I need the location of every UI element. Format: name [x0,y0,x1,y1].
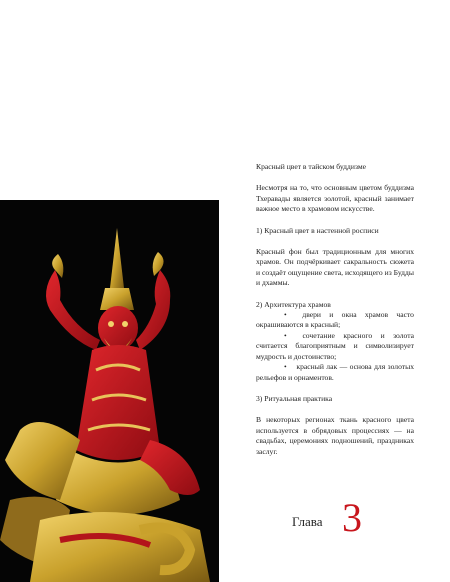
chapter-word: Глава [292,514,323,529]
article-text [256,162,414,457]
section-1-body: Красный фон был традиционным для многих храмов. Он подчёркивает сакральность сюжета и создаёт ощущение света, исходящего из Будды и дхаммы. [256,247,414,288]
bullet-text: сочетание красного и золота считается благоприятным и символизирует мудрость и достоинство; [256,330,414,361]
section-2-bullet [256,362,414,383]
bullet-text: красный лак — основа для золотых рельефов и орнаментов. [256,362,414,382]
section-3-body: В некоторых регионах ткань красного цвета используется в обрядовых процессиях — на свадьбах, церемониях подношений, праздниках заслуг. [256,415,414,456]
section-2-bullet [256,331,414,362]
bullet-dot-icon: • [284,310,287,320]
section-3-heading: 3) Ритуальная практика [256,393,333,403]
chapter-label [292,496,412,546]
garuda-photo [0,200,219,582]
bullet-dot-icon: • [284,362,287,372]
article-title: Красный цвет в тайском буддизме [256,162,367,171]
bullet-dot-icon: • [284,330,287,340]
article-intro: Несмотря на то, что основным цветом буддизма Тхеравады является золотой, красный занимает важное место в храмовом искусстве. [256,183,414,214]
section-2-bullet [256,310,414,331]
section-1-heading: 1) Красный цвет в настенной росписи [256,225,379,235]
bullet-text: двери и окна храмов часто окрашиваются в красный; [256,310,414,330]
garuda-figure-icon [0,200,219,582]
chapter-number: 3 [342,495,362,540]
section-2-heading: 2) Архитектура храмов [256,299,331,309]
